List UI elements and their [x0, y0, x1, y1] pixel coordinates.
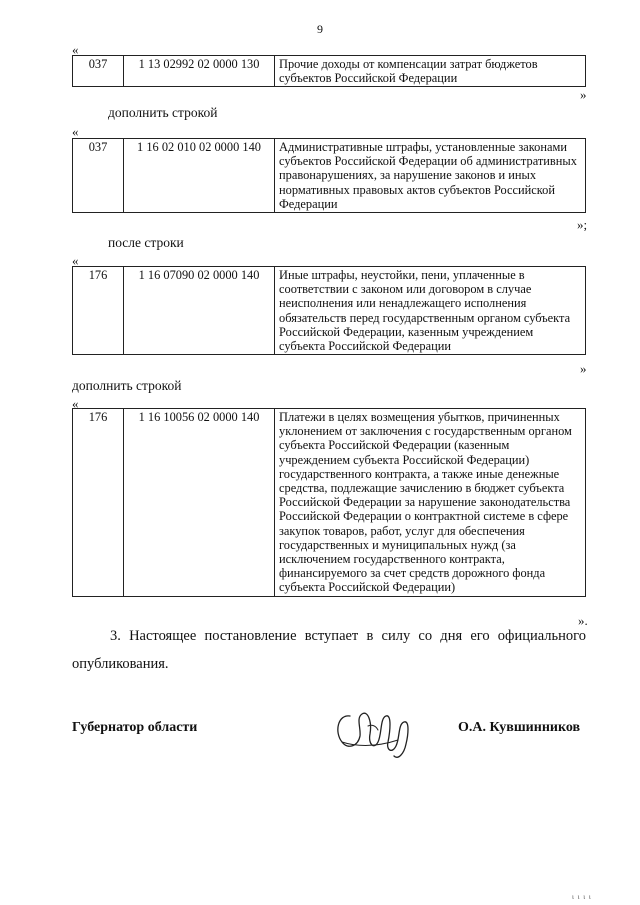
- table-row: [73, 267, 586, 355]
- page-number: 9: [317, 22, 323, 36]
- kbk-table-row1: [72, 55, 586, 87]
- paragraph-effective-date: 3. Настоящее постановление вступает в силу со дня его официального опубликования.: [72, 628, 586, 672]
- instruction-add-row: дополнить строкой: [72, 378, 182, 393]
- admin-code-cell: 037: [73, 56, 124, 87]
- table-row: [73, 139, 586, 213]
- admin-code-cell: 176: [73, 267, 124, 355]
- kbk-table-row2: [72, 138, 586, 213]
- table-row: [73, 56, 586, 87]
- open-quote: «: [72, 396, 79, 411]
- close-quote-semicolon: »;: [577, 217, 588, 232]
- open-quote: «: [72, 124, 79, 139]
- close-quote-period: ».: [578, 613, 588, 628]
- instruction-after-row: после строки: [108, 235, 184, 250]
- admin-code-cell: 037: [73, 139, 124, 213]
- income-name-cell: Платежи в целях возмещения убытков, причиненных уклонением от заключения с государственным органом субъекта Российской Федерации (казенным учреждением субъекта Российской Федерации) государственного контракта, а также иные денежные средства, подлежащие зачислению в бюджет субъекта Российской Федерации за нарушение законодательства Российской Федерации о контрактной системе в сфере закупок товаров, работ, услуг для обеспечения государственных и муниципальных нужд (за исключением государственного контракта, финансируемого за счет средств дорожного фонда субъекта Российской Федерации): [275, 409, 586, 597]
- close-quote: »: [580, 361, 587, 376]
- handwritten-signature: [328, 702, 418, 764]
- open-quote: «: [72, 253, 79, 268]
- table-row: [73, 409, 586, 597]
- kbk-table-row4: [72, 408, 586, 597]
- kbk-code-cell: 1 16 02 010 02 0000 140: [124, 139, 275, 213]
- admin-code-cell: 176: [73, 409, 124, 597]
- kbk-code-cell: 1 13 02992 02 0000 130: [124, 56, 275, 87]
- income-name-cell: Административные штрафы, установленные законами субъектов Российской Федерации об административных правонарушениях, за нарушение законов и иных нормативных правовых актов субъектов Российской Федерации: [275, 139, 586, 213]
- open-quote: «: [72, 42, 79, 57]
- income-name-cell: Прочие доходы от компенсации затрат бюджетов субъектов Российской Федерации: [275, 56, 586, 87]
- kbk-table-row3: [72, 266, 586, 355]
- instruction-add-row: дополнить строкой: [108, 105, 218, 120]
- kbk-code-cell: 1 16 07090 02 0000 140: [124, 267, 275, 355]
- income-name-cell: Иные штрафы, неустойки, пени, уплаченные в соответствии с законом или договором в случае неисполнения или ненадлежащего исполнения обязательств перед государственным органом субъекта Российской Федерации, казенным учреждением субъекта Российской Федерации: [275, 267, 586, 355]
- signatory-name: О.А. Кувшинников: [458, 720, 581, 735]
- kbk-code-cell: 1 16 10056 02 0000 140: [124, 409, 275, 597]
- close-quote: »: [580, 87, 587, 102]
- signatory-position: Губернатор области: [72, 720, 198, 735]
- footer-mark: ι ι ι ι: [572, 893, 592, 901]
